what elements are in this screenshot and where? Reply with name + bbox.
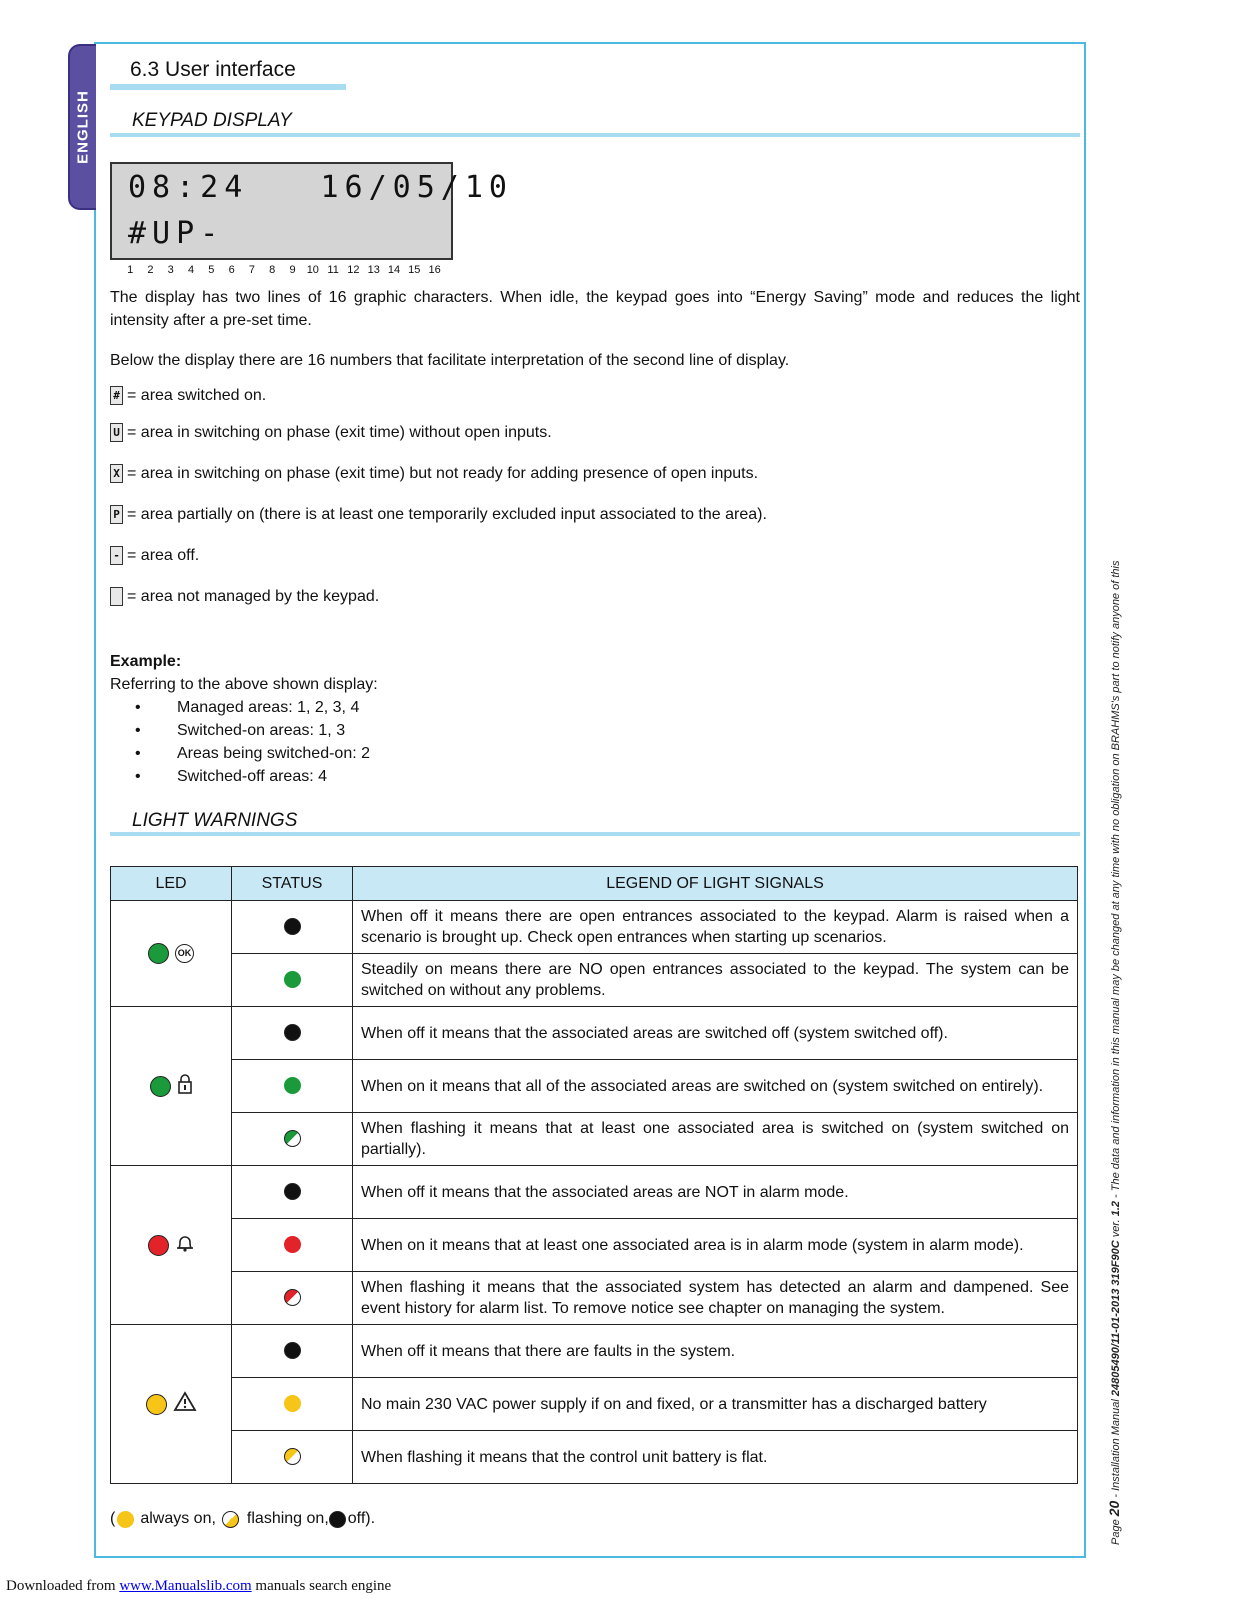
header-led: LED — [111, 867, 232, 901]
download-footer — [6, 1578, 391, 1595]
side-note-mid: - Installation Manual — [1110, 1396, 1122, 1501]
lcd-number: 12 — [347, 264, 360, 276]
side-legal-note — [1106, 561, 1122, 1545]
table-row — [111, 1219, 1078, 1272]
light-warnings-heading: LIGHT WARNINGS — [132, 810, 298, 831]
section-title: 6.3 User interface — [130, 58, 296, 81]
lcd-number: 4 — [187, 264, 195, 276]
legend-row — [110, 505, 767, 524]
legend-cell: When flashing it means that at least one associated area is switched on (system switched on partially). — [353, 1113, 1078, 1166]
table-row — [111, 954, 1078, 1007]
lcd-number: 5 — [208, 264, 215, 276]
lock-icon — [177, 1074, 193, 1099]
header-legend: LEGEND OF LIGHT SIGNALS — [353, 867, 1078, 901]
status-cell — [232, 1272, 353, 1325]
example-item: • Switched-off areas: 4 — [110, 765, 378, 788]
lcd-number: 6 — [228, 264, 235, 276]
paragraph-numbers-info: Below the display there are 16 numbers that facilitate interpretation of the second line of display. — [110, 352, 790, 369]
status-cell — [232, 1060, 353, 1113]
side-note-code: 24805490/11-01-2013 319F90C — [1110, 1240, 1122, 1397]
heading-rule — [110, 133, 1080, 137]
warning-icon — [173, 1391, 197, 1417]
lcd-number: 15 — [408, 264, 421, 276]
led-dot-icon — [146, 1394, 167, 1415]
footnote — [110, 1510, 375, 1528]
legend-cell: No main 230 VAC power supply if on and fixed, or a transmitter has a discharged battery — [353, 1378, 1078, 1431]
table-row — [111, 1113, 1078, 1166]
footnote-always-on: always on, — [140, 1510, 216, 1527]
example-title: Example: — [110, 653, 182, 670]
table-row — [111, 1060, 1078, 1113]
status-cell — [232, 1325, 353, 1378]
status-cell — [232, 1378, 353, 1431]
legend-cell: When off it means that the associated areas are switched off (system switched off). — [353, 1007, 1078, 1060]
led-dot-icon — [148, 1235, 169, 1256]
lcd-number: 11 — [327, 264, 339, 276]
led-flashing-dot-icon — [284, 1130, 301, 1147]
always-on-dot-icon — [117, 1511, 134, 1528]
language-tab — [68, 44, 96, 210]
legend-row — [110, 587, 379, 606]
led-cell — [111, 901, 232, 1007]
led-on-dot-icon — [284, 1236, 301, 1253]
status-cell — [232, 1219, 353, 1272]
led-cell — [111, 1007, 232, 1166]
download-suffix: manuals search engine — [255, 1578, 392, 1594]
status-cell — [232, 954, 353, 1007]
legend-cell: When off it means that the associated areas are NOT in alarm mode. — [353, 1166, 1078, 1219]
off-dot-icon — [329, 1511, 346, 1528]
status-cell — [232, 1431, 353, 1484]
led-on-dot-icon — [284, 1395, 301, 1412]
lcd-number: 14 — [387, 264, 401, 276]
led-cell — [111, 1325, 232, 1484]
led-off-dot-icon — [284, 918, 301, 935]
bell-icon — [175, 1234, 195, 1257]
lcd-number: 13 — [367, 264, 380, 276]
led-on-dot-icon — [284, 971, 301, 988]
footnote-off: off). — [347, 1510, 376, 1527]
legend-cell: When off it means there are open entrances associated to the keypad. Alarm is raised when a scenario is brought up. Check open entrances when starting up scenarios. — [353, 901, 1078, 954]
lcd-display — [110, 162, 513, 260]
lcd-number: 7 — [248, 264, 255, 276]
legend-cell: Steadily on means there are NO open entrances associated to the keypad. The system can be switched on without any problems. — [353, 954, 1078, 1007]
status-cell — [232, 901, 353, 954]
footnote-open: ( — [110, 1510, 116, 1527]
led-cell — [111, 1166, 232, 1325]
lcd-line-2: #UP- — [128, 216, 225, 251]
led-on-dot-icon — [284, 1077, 301, 1094]
table-row — [111, 1272, 1078, 1325]
table-row — [111, 1166, 1078, 1219]
display-glyph: U — [110, 423, 123, 442]
footnote-flashing: flashing on, — [246, 1510, 329, 1527]
side-note-ver-label: ver. — [1110, 1216, 1122, 1241]
legend-cell: When off it means that there are faults in the system. — [353, 1325, 1078, 1378]
lcd-number: 2 — [147, 264, 154, 276]
table-row — [111, 1378, 1078, 1431]
ok-icon: OK — [175, 944, 194, 963]
table-row — [111, 901, 1078, 954]
example-item: • Switched-on areas: 1, 3 — [110, 719, 378, 742]
lcd-position-numbers — [120, 264, 445, 276]
legend-text: = area partially on (there is at least one temporarily excluded input associated to the area). — [127, 505, 767, 523]
example-list — [110, 696, 378, 788]
legend-row — [110, 386, 266, 405]
light-warnings-table — [110, 866, 1078, 1484]
lcd-number: 3 — [167, 264, 174, 276]
led-flashing-dot-icon — [284, 1289, 301, 1306]
side-note-page: 20 — [1106, 1500, 1122, 1517]
legend-cell: When on it means that all of the associated areas are switched on (system switched on entirely). — [353, 1060, 1078, 1113]
legend-row — [110, 423, 552, 442]
example-item: • Areas being switched-on: 2 — [110, 742, 378, 765]
status-cell — [232, 1113, 353, 1166]
lcd-number: 16 — [428, 264, 441, 276]
section-title-underline — [110, 84, 346, 90]
legend-cell: When flashing it means that the control unit battery is flat. — [353, 1431, 1078, 1484]
legend-row — [110, 546, 199, 565]
keypad-display-heading: KEYPAD DISPLAY — [132, 110, 292, 131]
legend-text: = area off. — [127, 546, 200, 564]
legend-cell: When flashing it means that the associated system has detected an alarm and dampened. See event history for alarm list. To remove notice see chapter on managing the system. — [353, 1272, 1078, 1325]
led-off-dot-icon — [284, 1342, 301, 1359]
table-row — [111, 1325, 1078, 1378]
legend-text: = area switched on. — [127, 386, 267, 404]
language-label: ENGLISH — [74, 90, 92, 164]
table-row — [111, 1431, 1078, 1484]
side-note-ver: 1.2 — [1110, 1201, 1122, 1217]
led-flashing-dot-icon — [284, 1448, 301, 1465]
legend-text: = area not managed by the keypad. — [127, 587, 380, 605]
led-off-dot-icon — [284, 1183, 301, 1200]
table-row — [111, 1007, 1078, 1060]
legend-text: = area in switching on phase (exit time) without open inputs. — [127, 423, 552, 441]
example-block — [110, 650, 378, 788]
heading-rule — [110, 832, 1080, 836]
led-dot-icon — [150, 1076, 171, 1097]
display-glyph: X — [110, 464, 123, 483]
paragraph-display-info: The display has two lines of 16 graphic characters. When idle, the keypad goes into “Energy Saving” mode and reduces the light intensity after a pre-set time. — [110, 289, 1080, 329]
download-prefix: Downloaded from — [6, 1578, 116, 1594]
display-glyph: - — [110, 546, 123, 565]
legend-text: = area in switching on phase (exit time) but not ready for adding presence of open inputs. — [127, 464, 759, 482]
lcd-number: 1 — [127, 264, 134, 276]
side-note-rest: - The data and information in this manual may be changed at any time with no obligation on BRAHMS's part to notify anyone of this — [1110, 560, 1122, 1201]
status-cell — [232, 1166, 353, 1219]
example-item: • Managed areas: 1, 2, 3, 4 — [110, 696, 378, 719]
lcd-number: 8 — [269, 264, 276, 276]
led-off-dot-icon — [284, 1024, 301, 1041]
lcd-number: 10 — [306, 264, 319, 276]
display-glyph: P — [110, 505, 123, 524]
display-glyph: # — [110, 386, 123, 405]
lcd-number: 9 — [289, 264, 296, 276]
header-status: STATUS — [232, 867, 353, 901]
legend-row — [110, 464, 758, 483]
legend-cell: When on it means that at least one associated area is in alarm mode (system in alarm mode). — [353, 1219, 1078, 1272]
side-note-prefix: Page — [1110, 1516, 1122, 1545]
display-glyph — [110, 587, 123, 606]
status-cell — [232, 1007, 353, 1060]
lcd-line-1: 08:24 16/05/10 — [128, 170, 513, 205]
flashing-dot-icon — [222, 1511, 239, 1528]
manualslib-link[interactable]: www.Manualslib.com — [119, 1578, 252, 1594]
led-dot-icon — [148, 943, 169, 964]
example-intro: Referring to the above shown display: — [110, 676, 378, 693]
